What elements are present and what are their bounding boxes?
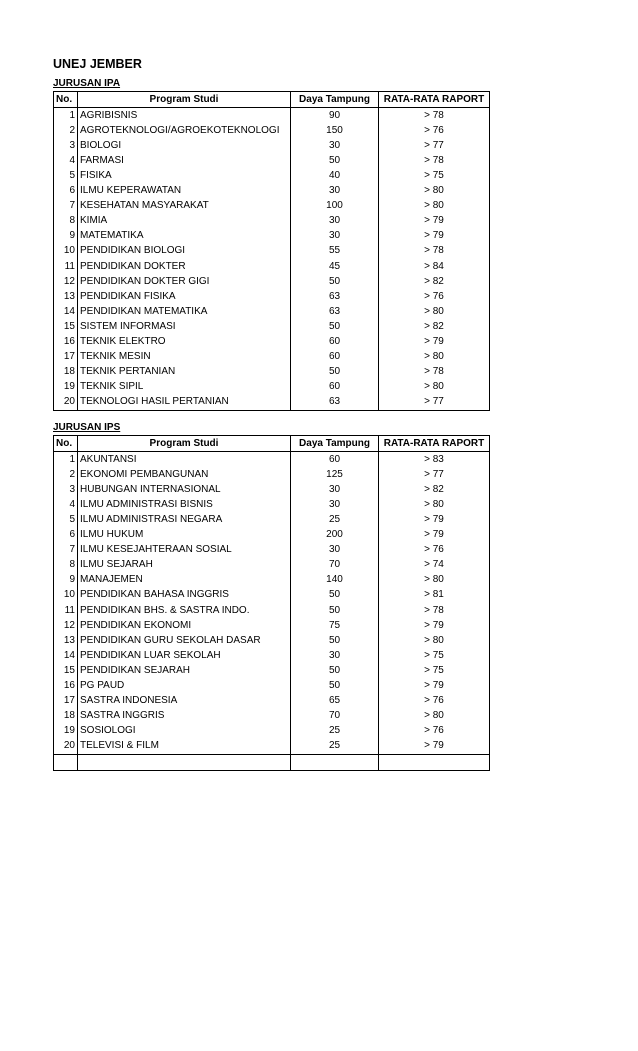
table-row	[54, 618, 490, 633]
cell-daya-tampung: 60	[291, 380, 379, 395]
cell-no: 8	[54, 214, 78, 229]
table-row	[54, 452, 490, 468]
cell-no: 10	[54, 244, 78, 259]
cell-daya-tampung: 30	[291, 214, 379, 229]
cell-daya-tampung: 50	[291, 633, 379, 648]
cell-no: 1	[54, 108, 78, 124]
cell-no: 14	[54, 304, 78, 319]
cell-rata-rata-raport: > 79	[379, 214, 490, 229]
cell-rata-rata-raport: > 80	[379, 497, 490, 512]
cell-no: 20	[54, 395, 78, 411]
table-body-ips	[54, 452, 490, 771]
cell-no: 6	[54, 528, 78, 543]
cell-daya-tampung: 30	[291, 229, 379, 244]
cell-no: 4	[54, 497, 78, 512]
cell-no: 12	[54, 274, 78, 289]
column-header-no: No.	[54, 435, 78, 451]
cell-no: 16	[54, 335, 78, 350]
cell-rata-rata-raport: > 76	[379, 694, 490, 709]
cell-daya-tampung: 50	[291, 319, 379, 334]
cell-daya-tampung: 50	[291, 678, 379, 693]
section-title-ipa: JURUSAN IPA	[53, 78, 121, 89]
cell-daya-tampung: 65	[291, 694, 379, 709]
cell-no: 13	[54, 633, 78, 648]
cell-no: 14	[54, 648, 78, 663]
table-row	[54, 467, 490, 482]
cell-program: ILMU ADMINISTRASI BISNIS	[78, 497, 291, 512]
cell-no: 7	[54, 199, 78, 214]
cell-daya-tampung: 60	[291, 350, 379, 365]
cell-program: TEKNIK ELEKTRO	[78, 335, 291, 350]
table-row	[54, 168, 490, 183]
cell-rata-rata-raport: > 75	[379, 663, 490, 678]
table-row	[54, 663, 490, 678]
cell-no: 19	[54, 724, 78, 739]
cell-program: PENDIDIKAN DOKTER GIGI	[78, 274, 291, 289]
cell-program: MANAJEMEN	[78, 573, 291, 588]
cell-program: TELEVISI & FILM	[78, 739, 291, 755]
cell-no: 19	[54, 380, 78, 395]
cell-program: ILMU SEJARAH	[78, 558, 291, 573]
table-row	[54, 319, 490, 334]
cell-no: 2	[54, 123, 78, 138]
cell-rata-rata-raport: > 76	[379, 123, 490, 138]
cell-daya-tampung: 25	[291, 724, 379, 739]
cell-daya-tampung: 45	[291, 259, 379, 274]
cell-no: 1	[54, 452, 78, 468]
cell-no: 15	[54, 319, 78, 334]
cell-program: ILMU KEPERAWATAN	[78, 184, 291, 199]
table-row	[54, 184, 490, 199]
cell-daya-tampung: 100	[291, 199, 379, 214]
cell-program: AGROTEKNOLOGI/AGROEKOTEKNOLOGI	[78, 123, 291, 138]
column-header-no: No.	[54, 92, 78, 108]
cell-rata-rata-raport: > 79	[379, 618, 490, 633]
cell-rata-rata-raport: > 76	[379, 543, 490, 558]
cell-no: 11	[54, 603, 78, 618]
cell-no: 2	[54, 467, 78, 482]
cell-program: PENDIDIKAN SEJARAH	[78, 663, 291, 678]
column-header-program: Program Studi	[78, 435, 291, 451]
cell-daya-tampung: 63	[291, 289, 379, 304]
cell-program: TEKNIK SIPIL	[78, 380, 291, 395]
table-row	[54, 739, 490, 755]
cell-empty	[291, 754, 379, 770]
cell-program: TEKNIK PERTANIAN	[78, 365, 291, 380]
table-header-row	[54, 435, 490, 451]
cell-no: 6	[54, 184, 78, 199]
cell-no: 16	[54, 678, 78, 693]
cell-program: TEKNOLOGI HASIL PERTANIAN	[78, 395, 291, 411]
table-row-empty	[54, 754, 490, 770]
cell-daya-tampung: 50	[291, 663, 379, 678]
cell-rata-rata-raport: > 75	[379, 168, 490, 183]
cell-rata-rata-raport: > 78	[379, 603, 490, 618]
cell-rata-rata-raport: > 82	[379, 482, 490, 497]
table-ips	[53, 435, 490, 771]
cell-rata-rata-raport: > 80	[379, 633, 490, 648]
cell-program: PENDIDIKAN BIOLOGI	[78, 244, 291, 259]
cell-rata-rata-raport: > 80	[379, 380, 490, 395]
cell-daya-tampung: 30	[291, 497, 379, 512]
table-header-row	[54, 92, 490, 108]
cell-daya-tampung: 55	[291, 244, 379, 259]
table-row	[54, 244, 490, 259]
table-ipa	[53, 91, 490, 411]
cell-daya-tampung: 150	[291, 123, 379, 138]
cell-no: 4	[54, 153, 78, 168]
cell-program: BIOLOGI	[78, 138, 291, 153]
section-title-ips: JURUSAN IPS	[53, 421, 121, 433]
cell-program: FISIKA	[78, 168, 291, 183]
cell-rata-rata-raport: > 79	[379, 512, 490, 527]
cell-no: 17	[54, 694, 78, 709]
cell-program: ILMU ADMINISTRASI NEGARA	[78, 512, 291, 527]
cell-daya-tampung: 30	[291, 543, 379, 558]
table-row	[54, 259, 490, 274]
table-row	[54, 678, 490, 693]
cell-empty	[379, 754, 490, 770]
cell-daya-tampung: 200	[291, 528, 379, 543]
cell-daya-tampung: 30	[291, 648, 379, 663]
cell-empty	[54, 754, 78, 770]
column-header-daya-tampung: Daya Tampung	[291, 92, 379, 108]
table-row	[54, 482, 490, 497]
cell-program: PENDIDIKAN BAHASA INGGRIS	[78, 588, 291, 603]
cell-rata-rata-raport: > 78	[379, 153, 490, 168]
column-header-daya-tampung: Daya Tampung	[291, 435, 379, 451]
table-row	[54, 108, 490, 124]
table-row	[54, 603, 490, 618]
cell-no: 12	[54, 618, 78, 633]
column-header-rata-rata-raport: RATA-RATA RAPORT	[379, 435, 490, 451]
cell-rata-rata-raport: > 82	[379, 274, 490, 289]
cell-rata-rata-raport: > 80	[379, 184, 490, 199]
cell-program: PENDIDIKAN DOKTER	[78, 259, 291, 274]
cell-daya-tampung: 50	[291, 603, 379, 618]
table-row	[54, 365, 490, 380]
cell-empty	[78, 754, 291, 770]
cell-rata-rata-raport: > 77	[379, 138, 490, 153]
cell-rata-rata-raport: > 76	[379, 724, 490, 739]
cell-no: 15	[54, 663, 78, 678]
table-row	[54, 633, 490, 648]
cell-program: PENDIDIKAN LUAR SEKOLAH	[78, 648, 291, 663]
cell-no: 18	[54, 365, 78, 380]
cell-program: EKONOMI PEMBANGUNAN	[78, 467, 291, 482]
table-row	[54, 528, 490, 543]
table-row	[54, 214, 490, 229]
cell-program: PENDIDIKAN EKONOMI	[78, 618, 291, 633]
cell-rata-rata-raport: > 79	[379, 229, 490, 244]
cell-daya-tampung: 25	[291, 512, 379, 527]
cell-no: 8	[54, 558, 78, 573]
cell-daya-tampung: 125	[291, 467, 379, 482]
table-row	[54, 709, 490, 724]
table-body-ipa	[54, 108, 490, 411]
cell-no: 9	[54, 229, 78, 244]
cell-rata-rata-raport: > 74	[379, 558, 490, 573]
cell-program: AGRIBISNIS	[78, 108, 291, 124]
cell-program: SISTEM INFORMASI	[78, 319, 291, 334]
cell-rata-rata-raport: > 76	[379, 289, 490, 304]
cell-no: 5	[54, 512, 78, 527]
cell-daya-tampung: 60	[291, 335, 379, 350]
cell-rata-rata-raport: > 83	[379, 452, 490, 468]
cell-rata-rata-raport: > 78	[379, 244, 490, 259]
cell-program: SASTRA INGGRIS	[78, 709, 291, 724]
cell-rata-rata-raport: > 79	[379, 335, 490, 350]
column-header-rata-rata-raport: RATA-RATA RAPORT	[379, 92, 490, 108]
cell-daya-tampung: 30	[291, 482, 379, 497]
cell-daya-tampung: 50	[291, 153, 379, 168]
cell-program: PG PAUD	[78, 678, 291, 693]
cell-daya-tampung: 30	[291, 184, 379, 199]
cell-program: KESEHATAN MASYARAKAT	[78, 199, 291, 214]
cell-rata-rata-raport: > 79	[379, 739, 490, 755]
cell-rata-rata-raport: > 80	[379, 350, 490, 365]
cell-daya-tampung: 50	[291, 274, 379, 289]
cell-program: ILMU KESEJAHTERAAN SOSIAL	[78, 543, 291, 558]
cell-no: 9	[54, 573, 78, 588]
cell-no: 10	[54, 588, 78, 603]
cell-daya-tampung: 30	[291, 138, 379, 153]
table-row	[54, 335, 490, 350]
cell-daya-tampung: 50	[291, 365, 379, 380]
table-row	[54, 138, 490, 153]
cell-daya-tampung: 63	[291, 304, 379, 319]
cell-no: 3	[54, 138, 78, 153]
cell-rata-rata-raport: > 80	[379, 709, 490, 724]
cell-rata-rata-raport: > 80	[379, 304, 490, 319]
cell-no: 13	[54, 289, 78, 304]
cell-rata-rata-raport: > 78	[379, 365, 490, 380]
cell-no: 20	[54, 739, 78, 755]
table-row	[54, 497, 490, 512]
cell-daya-tampung: 25	[291, 739, 379, 755]
cell-rata-rata-raport: > 82	[379, 319, 490, 334]
table-row	[54, 588, 490, 603]
table-row	[54, 543, 490, 558]
table-row	[54, 289, 490, 304]
cell-rata-rata-raport: > 79	[379, 528, 490, 543]
cell-daya-tampung: 40	[291, 168, 379, 183]
cell-program: KIMIA	[78, 214, 291, 229]
table-row	[54, 395, 490, 411]
cell-daya-tampung: 70	[291, 558, 379, 573]
table-row	[54, 380, 490, 395]
cell-program: SASTRA INDONESIA	[78, 694, 291, 709]
table-row	[54, 350, 490, 365]
cell-program: PENDIDIKAN GURU SEKOLAH DASAR	[78, 633, 291, 648]
cell-rata-rata-raport: > 75	[379, 648, 490, 663]
cell-no: 7	[54, 543, 78, 558]
cell-rata-rata-raport: > 84	[379, 259, 490, 274]
cell-no: 17	[54, 350, 78, 365]
table-row	[54, 229, 490, 244]
cell-rata-rata-raport: > 77	[379, 467, 490, 482]
cell-daya-tampung: 63	[291, 395, 379, 411]
cell-daya-tampung: 70	[291, 709, 379, 724]
table-row	[54, 153, 490, 168]
cell-program: SOSIOLOGI	[78, 724, 291, 739]
cell-daya-tampung: 90	[291, 108, 379, 124]
document-title: UNEJ JEMBER	[53, 57, 142, 71]
cell-daya-tampung: 140	[291, 573, 379, 588]
cell-program: PENDIDIKAN FISIKA	[78, 289, 291, 304]
document-page	[53, 55, 489, 771]
column-header-program: Program Studi	[78, 92, 291, 108]
table-row	[54, 512, 490, 527]
cell-rata-rata-raport: > 81	[379, 588, 490, 603]
cell-program: MATEMATIKA	[78, 229, 291, 244]
cell-daya-tampung: 75	[291, 618, 379, 633]
cell-rata-rata-raport: > 80	[379, 573, 490, 588]
table-row	[54, 694, 490, 709]
cell-rata-rata-raport: > 78	[379, 108, 490, 124]
table-row	[54, 274, 490, 289]
cell-no: 11	[54, 259, 78, 274]
cell-program: PENDIDIKAN MATEMATIKA	[78, 304, 291, 319]
table-row	[54, 724, 490, 739]
cell-program: FARMASI	[78, 153, 291, 168]
cell-no: 3	[54, 482, 78, 497]
cell-program: AKUNTANSI	[78, 452, 291, 468]
cell-no: 18	[54, 709, 78, 724]
table-row	[54, 304, 490, 319]
cell-daya-tampung: 50	[291, 588, 379, 603]
cell-rata-rata-raport: > 77	[379, 395, 490, 411]
cell-rata-rata-raport: > 79	[379, 678, 490, 693]
table-row	[54, 648, 490, 663]
table-row	[54, 573, 490, 588]
table-row	[54, 558, 490, 573]
cell-program: ILMU HUKUM	[78, 528, 291, 543]
table-row	[54, 199, 490, 214]
cell-daya-tampung: 60	[291, 452, 379, 468]
cell-program: TEKNIK MESIN	[78, 350, 291, 365]
table-row	[54, 123, 490, 138]
cell-program: PENDIDIKAN BHS. & SASTRA INDO.	[78, 603, 291, 618]
cell-no: 5	[54, 168, 78, 183]
cell-program: HUBUNGAN INTERNASIONAL	[78, 482, 291, 497]
cell-rata-rata-raport: > 80	[379, 199, 490, 214]
